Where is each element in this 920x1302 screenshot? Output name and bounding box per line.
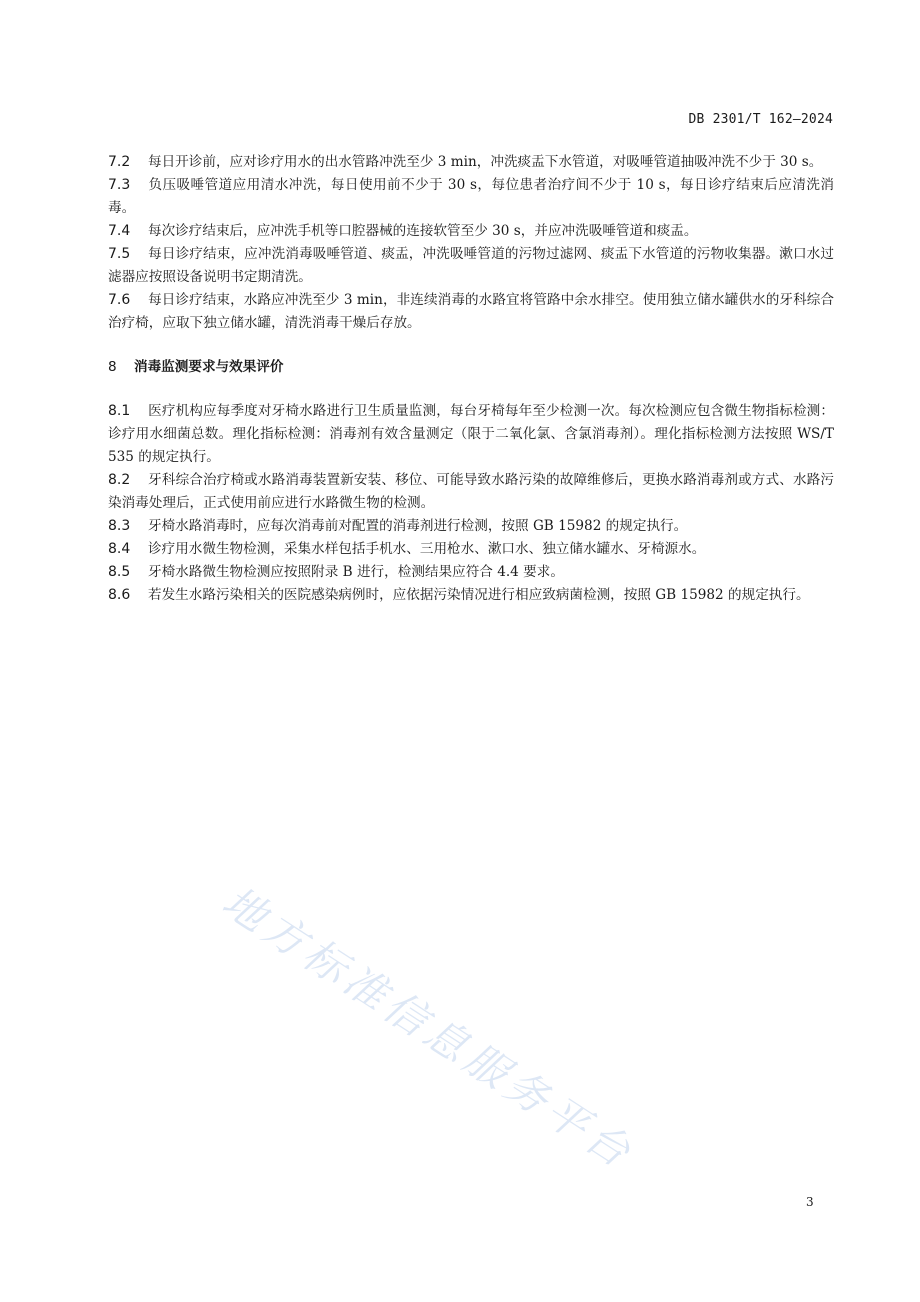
clause-text: 负压吸唾管道应用清水冲洗，每日使用前不少于 30 s，每位患者治疗间不少于 10 s，每日诊疗结束后应清洗消毒。: [108, 177, 834, 216]
clause-number: 7.4: [108, 223, 131, 239]
clause-7-4: [108, 220, 834, 243]
clause-number: 8.4: [108, 541, 131, 557]
section-title: 消毒监测要求与效果评价: [134, 359, 284, 375]
clause-8-3: [108, 515, 834, 538]
page-number: 3: [806, 1195, 814, 1209]
clause-number: 7.2: [108, 154, 131, 170]
clause-7-3: [108, 174, 834, 220]
clause-number: 8.3: [108, 518, 131, 534]
clause-text: 牙科综合治疗椅或水路消毒装置新安装、移位、可能导致水路污染的故障维修后，更换水路消毒剂或方式、水路污染消毒处理后，正式使用前应进行水路微生物的检测。: [108, 472, 834, 511]
clause-number: 8.1: [108, 403, 131, 419]
clause-number: 8.6: [108, 587, 131, 603]
clause-number: 7.3: [108, 177, 131, 193]
clause-8-1: [108, 400, 834, 469]
clause-text: 每日诊疗结束，应冲洗消毒吸唾管道、痰盂，冲洗吸唾管道的污物过滤网、痰盂下水管道的污物收集器。漱口水过滤器应按照设备说明书定期清洗。: [108, 246, 834, 285]
clause-8-5: [108, 561, 834, 584]
clause-8-4: [108, 538, 834, 561]
clause-text: 牙椅水路消毒时，应每次消毒前对配置的消毒剂进行检测，按照 GB 15982 的规定执行。: [148, 518, 688, 534]
clause-text: 每次诊疗结束后，应冲洗手机等口腔器械的连接软管至少 30 s，并应冲洗吸唾管道和痰盂。: [148, 223, 698, 239]
section-number: 8: [108, 359, 117, 375]
watermark: 地方标准信息服务平台: [213, 876, 644, 1180]
clause-text: 若发生水路污染相关的医院感染病例时，应依据污染情况进行相应致病菌检测，按照 GB 15982 的规定执行。: [148, 587, 810, 603]
clause-text: 诊疗用水微生物检测，采集水样包括手机水、三用枪水、漱口水、独立储水罐水、牙椅源水。: [148, 541, 706, 557]
clause-text: 医疗机构应每季度对牙椅水路进行卫生质量监测，每台牙椅每年至少检测一次。每次检测应包含微生物指标检测：诊疗用水细菌总数。理化指标检测：消毒剂有效含量测定（限于二氧化氯、含氯消毒剂）。理化指标检测方法按照 WS/T 535 的规定执行。: [108, 403, 834, 465]
clause-7-2: [108, 151, 834, 174]
document-body: [108, 151, 834, 607]
clause-8-2: [108, 469, 834, 515]
clause-8-6: [108, 584, 834, 607]
clause-number: 7.6: [108, 292, 131, 308]
clause-7-6: [108, 289, 834, 335]
clause-7-5: [108, 243, 834, 289]
clause-text: 每日开诊前，应对诊疗用水的出水管路冲洗至少 3 min，冲洗痰盂下水管道，对吸唾管道抽吸冲洗不少于 30 s。: [148, 154, 823, 170]
clause-text: 每日诊疗结束，水路应冲洗至少 3 min，非连续消毒的水路宜将管路中余水排空。使用独立储水罐供水的牙科综合治疗椅，应取下独立储水罐，清洗消毒干燥后存放。: [108, 292, 834, 331]
clause-number: 8.5: [108, 564, 131, 580]
section-heading-8: [108, 356, 834, 379]
standard-code: DB 2301/T 162—2024: [688, 112, 833, 127]
clause-number: 7.5: [108, 246, 131, 262]
clause-number: 8.2: [108, 472, 131, 488]
clause-text: 牙椅水路微生物检测应按照附录 B 进行，检测结果应符合 4.4 要求。: [148, 564, 564, 580]
